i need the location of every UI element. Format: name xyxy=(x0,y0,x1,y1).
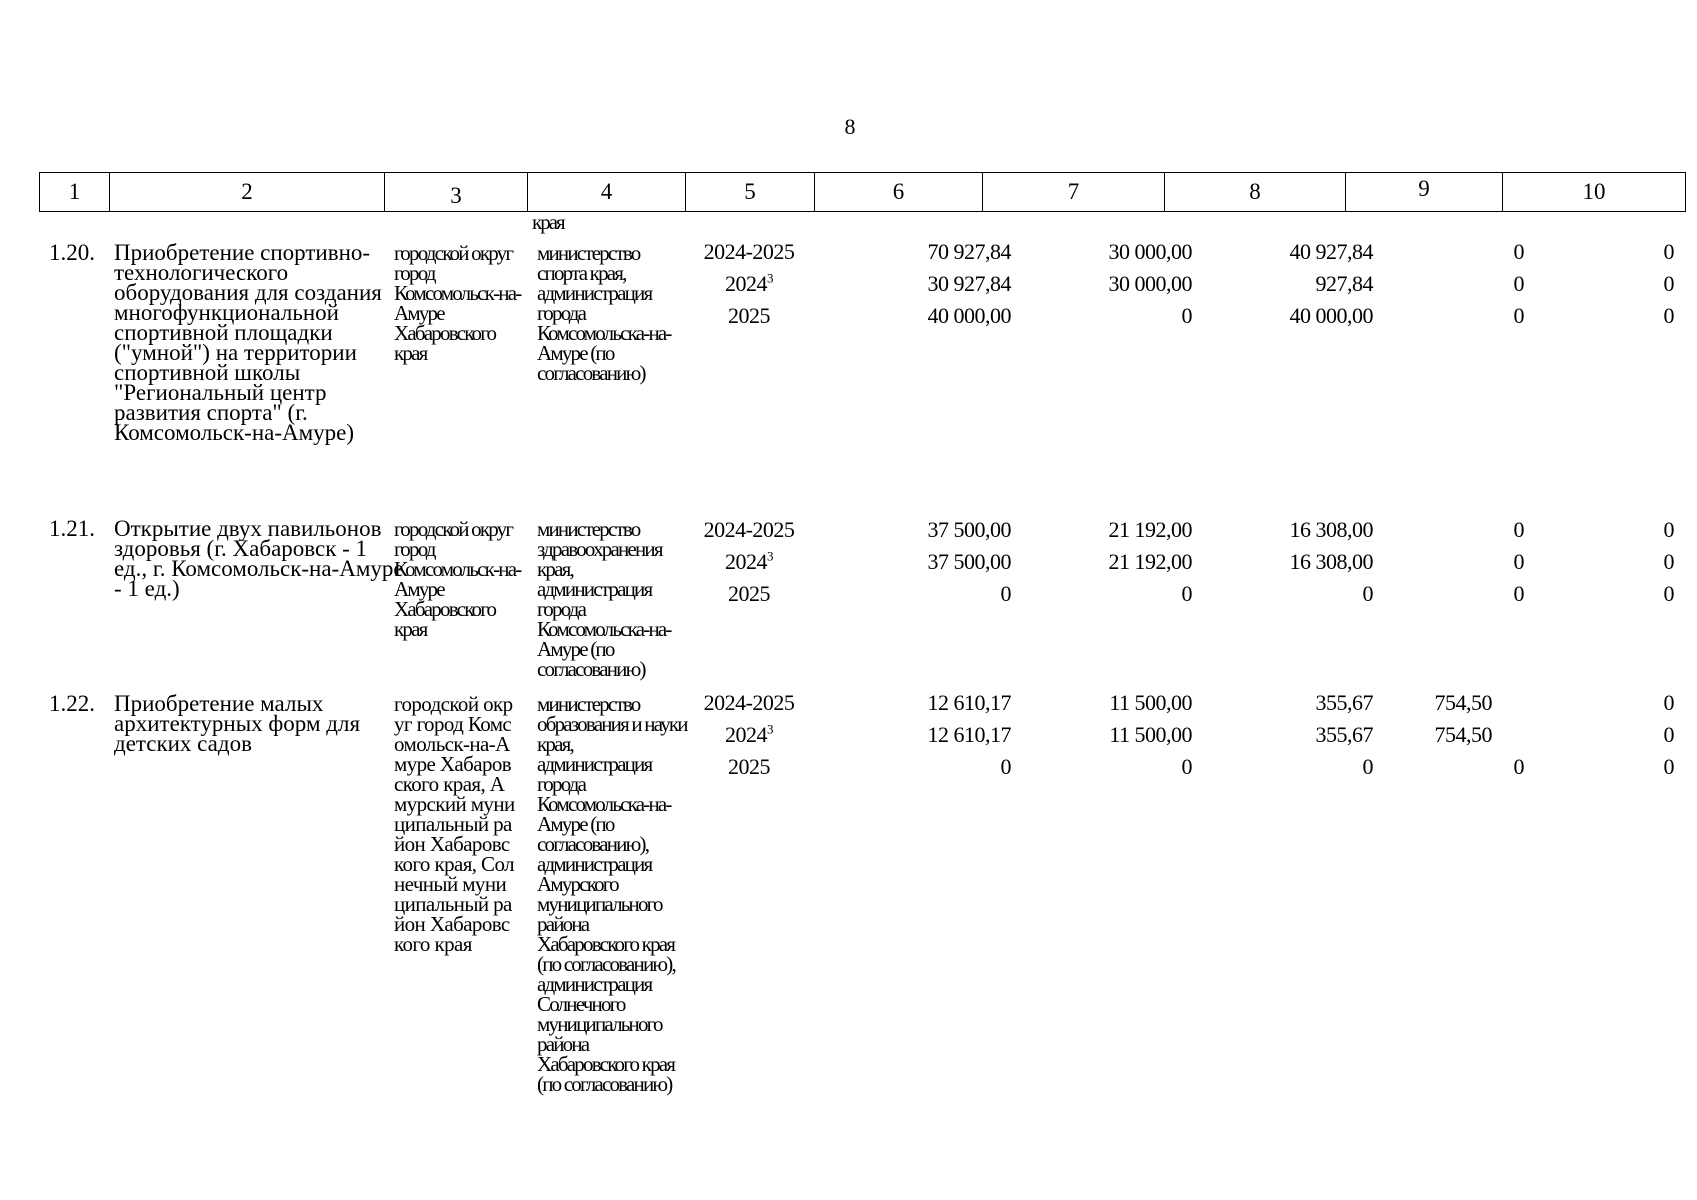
territory: городской округ город Комсомольск-на-Амуре Хабаровского края xyxy=(394,517,521,641)
value-col-8: 40 000,00 xyxy=(1289,303,1373,328)
value-col-10: 0 xyxy=(1663,549,1674,574)
value-col-9: 0 xyxy=(1513,549,1524,574)
value-col-6: 40 000,00 xyxy=(927,303,1011,328)
value-col-9: 0 xyxy=(1513,517,1524,542)
value-col-7: 0 xyxy=(1181,303,1192,328)
value-col-8: 16 308,00 xyxy=(1289,517,1373,542)
value-col-10: 0 xyxy=(1663,581,1674,606)
value-col-10: 0 xyxy=(1663,690,1674,715)
header-col-3: 3 xyxy=(385,173,528,211)
header-col-8: 8 xyxy=(1165,173,1346,211)
value-col-7: 30 000,00 xyxy=(1108,271,1192,296)
value-col-10: 0 xyxy=(1663,303,1674,328)
value-col-9: 0 xyxy=(1513,271,1524,296)
value-col-7: 11 500,00 xyxy=(1109,690,1192,715)
header-col-2: 2 xyxy=(110,173,385,211)
value-col-7: 0 xyxy=(1181,754,1192,779)
period: 2024$^3$ xyxy=(725,721,773,747)
page-number: 8 xyxy=(844,114,856,139)
value-col-10: 0 xyxy=(1663,271,1674,296)
value-col-8: 355,67 xyxy=(1315,722,1373,747)
territory: городской округ город Комсомольск-на-Амуре Хабаровского края, Амурский муниципальный район Хабаровского края, Солнечный муниципальный район Хабаровского края xyxy=(394,692,515,956)
value-col-10: 0 xyxy=(1663,722,1674,747)
header-col-7: 7 xyxy=(983,173,1165,211)
period-row xyxy=(39,517,1685,541)
value-col-9: 754,50 xyxy=(1434,722,1492,747)
header-col-6: 6 xyxy=(815,173,983,211)
value-col-10: 0 xyxy=(1663,239,1674,264)
value-col-6: 12 610,17 xyxy=(927,722,1011,747)
value-col-7: 21 192,00 xyxy=(1108,549,1192,574)
period: 2025 xyxy=(728,303,770,328)
value-col-9: 754,50 xyxy=(1434,690,1492,715)
value-col-8: 0 xyxy=(1362,754,1373,779)
period: 2025 xyxy=(728,581,770,606)
value-col-7: 0 xyxy=(1181,581,1192,606)
period-row xyxy=(39,303,1685,327)
header-col-1: 1 xyxy=(40,173,110,211)
executor: министерство спорта края, администрация города Комсомольска-на-Амуре (по согласованию) xyxy=(537,241,671,385)
period: 2025 xyxy=(728,754,770,779)
value-col-6: 12 610,17 xyxy=(927,690,1011,715)
value-col-7: 11 500,00 xyxy=(1109,722,1192,747)
period-row xyxy=(39,271,1685,295)
event-name: Открытие двух павильонов здоровья (г. Хабаровск - 1 ед., г. Комсомольск-на-Амуре - 1 ед.) xyxy=(114,516,404,601)
row-number: 1.20. xyxy=(49,240,95,265)
header-col-4: 4 xyxy=(528,173,686,211)
value-col-8: 355,67 xyxy=(1315,690,1373,715)
period-row xyxy=(39,549,1685,573)
value-col-6: 0 xyxy=(1000,581,1011,606)
executor: министерство образования и науки края, администрация города Комсомольска-на-Амуре (по согласованию), администрация Амурского муниципального района Хабаровского края (по согласованию), администрация Солнечного муниципального района Хабаровского края (по согласованию) xyxy=(537,692,687,1096)
event-name: Приобретение спортивно-технологического оборудования для создания многофункциональной спортивной площадки ("умной") на территории спортивной школы "Региональный центр развития спорта" (г. Комсомольск-на-Амуре) xyxy=(114,240,382,445)
value-col-10: 0 xyxy=(1663,754,1674,779)
value-col-10: 0 xyxy=(1663,517,1674,542)
value-col-7: 21 192,00 xyxy=(1108,517,1192,542)
value-col-9: 0 xyxy=(1513,303,1524,328)
row-number: 1.21. xyxy=(49,516,95,541)
value-col-9: 0 xyxy=(1513,581,1524,606)
executor: министерство здравоохранения края, администрация города Комсомольска-на-Амуре (по согласованию) xyxy=(537,517,671,681)
value-col-9: 0 xyxy=(1513,754,1524,779)
spillover-text: края xyxy=(532,210,564,234)
value-col-6: 30 927,84 xyxy=(927,271,1011,296)
period-row xyxy=(39,581,1685,605)
territory: городской округ город Комсомольск-на-Амуре Хабаровского края xyxy=(394,241,521,365)
value-col-8: 16 308,00 xyxy=(1289,549,1373,574)
value-col-8: 0 xyxy=(1362,581,1373,606)
row-number: 1.22. xyxy=(49,691,95,716)
header-col-5: 5 xyxy=(686,173,815,211)
period: 2024-2025 xyxy=(703,690,795,715)
table-header-row xyxy=(39,172,1686,212)
event-name: Приобретение малых архитектурных форм для детских садов xyxy=(114,691,361,756)
period: 2024$^3$ xyxy=(725,548,773,574)
period: 2024-2025 xyxy=(703,239,795,264)
value-col-6: 0 xyxy=(1000,754,1011,779)
value-col-8: 927,84 xyxy=(1315,271,1373,296)
period: 2024-2025 xyxy=(703,517,795,542)
period-row xyxy=(39,722,1685,746)
period-row xyxy=(39,690,1685,714)
value-col-8: 40 927,84 xyxy=(1289,239,1373,264)
value-col-6: 70 927,84 xyxy=(927,239,1011,264)
header-col-9: 9 xyxy=(1346,173,1503,211)
value-col-6: 37 500,00 xyxy=(927,549,1011,574)
period-row xyxy=(39,239,1685,263)
value-col-7: 30 000,00 xyxy=(1108,239,1192,264)
value-col-9: 0 xyxy=(1513,239,1524,264)
header-col-10: 10 xyxy=(1503,173,1686,211)
period: 2024$^3$ xyxy=(725,270,773,296)
value-col-6: 37 500,00 xyxy=(927,517,1011,542)
period-row xyxy=(39,754,1685,778)
